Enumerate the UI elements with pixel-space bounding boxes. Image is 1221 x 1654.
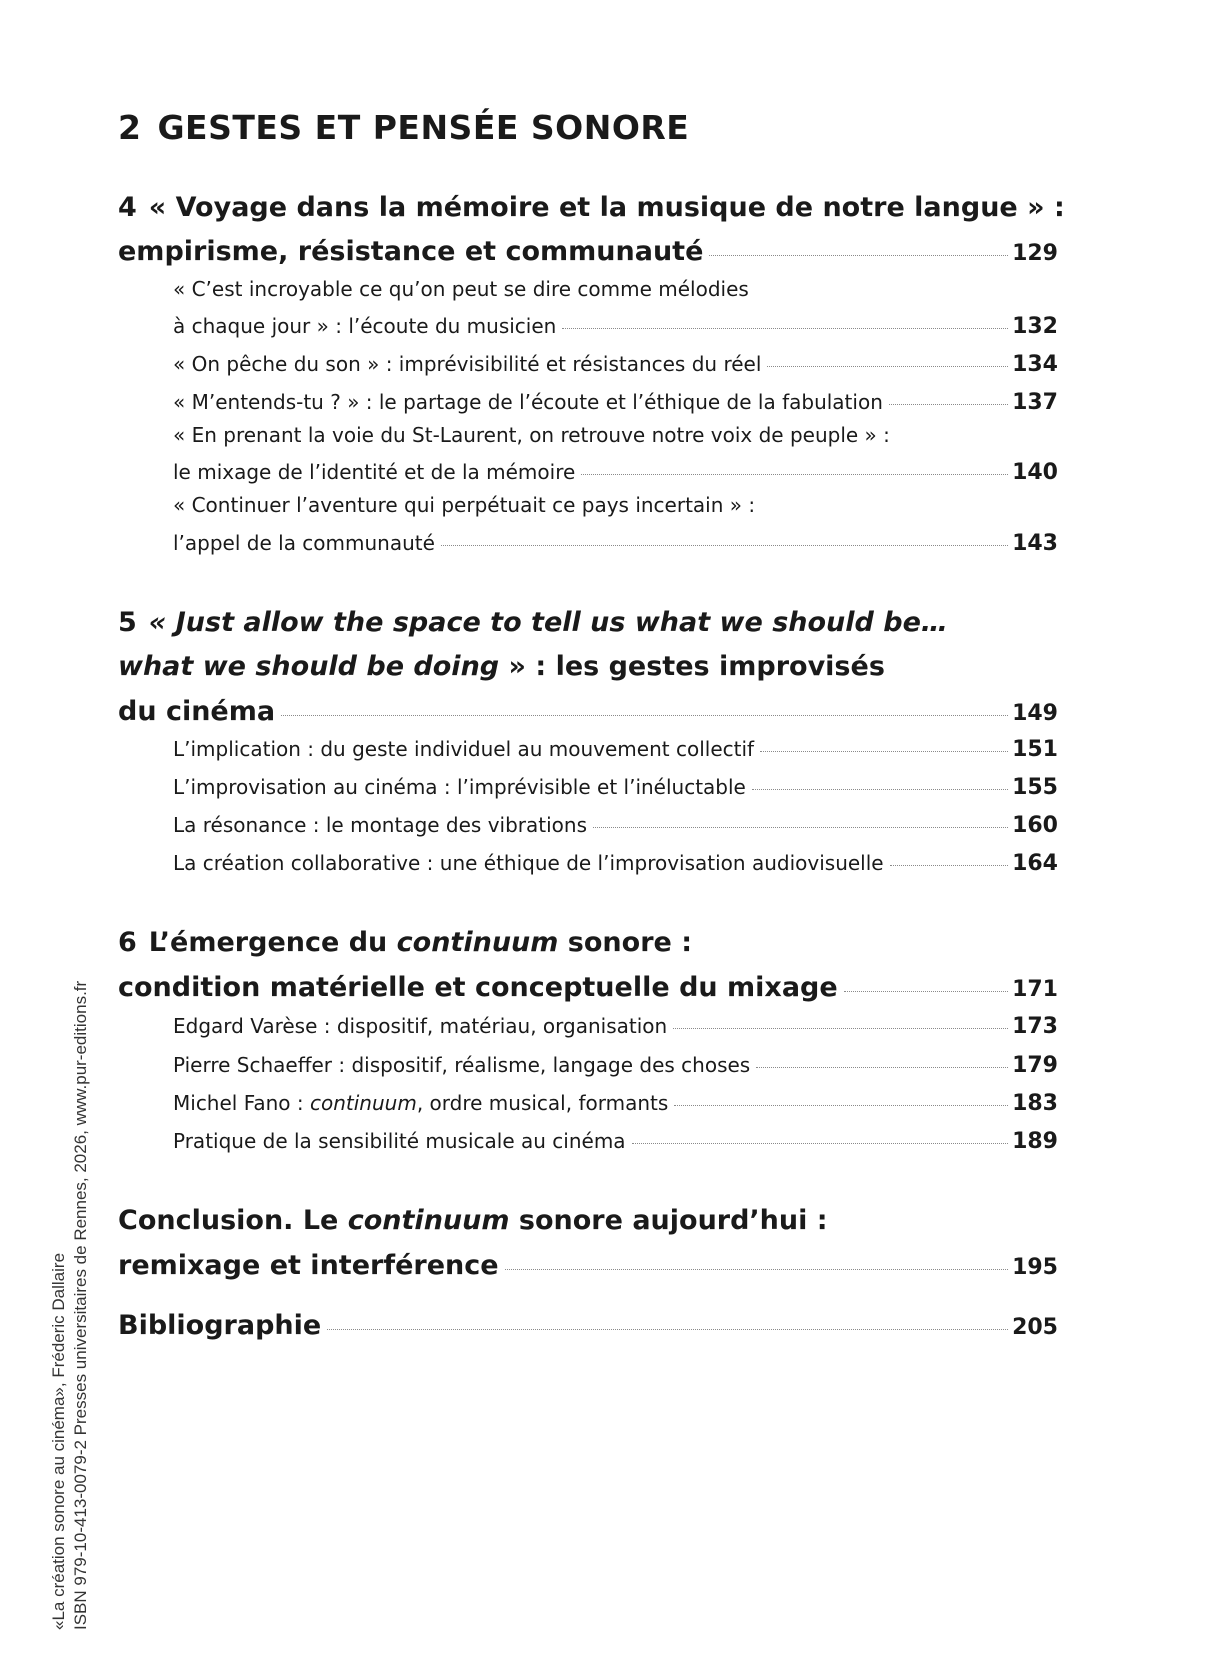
chapter-5-title-italic-1: « Just allow the space to tell us what we should be… [148, 607, 948, 638]
toc-entry-section-4-4[interactable] [173, 460, 1058, 485]
section-4-4-line1: « En prenant la voie du St-Laurent, on retrouve notre voix de peuple » : [173, 423, 890, 447]
section-4-1-line2: à chaque jour » : l’écoute du musicien [173, 314, 557, 338]
section-4-3-text: « M’entends-tu ? » : le partage de l’écoute et l’éthique de la fabulation [173, 390, 883, 414]
section-5-4-page: 164 [1012, 851, 1058, 876]
toc-entry-section-4-5[interactable] [173, 531, 1058, 556]
toc-entry-section-6-2[interactable] [173, 1053, 1058, 1078]
chapter-5-title-line3: du cinéma [118, 696, 276, 727]
section-6-3-text [173, 1091, 668, 1115]
leader-dots [767, 366, 1008, 367]
chapter-6-title-line2: condition matérielle et conceptuelle du mixage [118, 972, 838, 1003]
section-4-5-page: 143 [1012, 531, 1058, 556]
leader-dots [327, 1329, 1008, 1330]
section-6-3-text-italic: continuum [310, 1091, 417, 1115]
chapter-6-page: 171 [1012, 977, 1058, 1002]
section-6-1-page: 173 [1012, 1014, 1058, 1039]
toc-entry-chapter-4[interactable] [118, 236, 1058, 267]
toc-entry-section-5-2[interactable] [173, 775, 1058, 800]
leader-dots [632, 1143, 1009, 1144]
leader-dots [756, 1067, 1008, 1068]
leader-dots [281, 715, 1008, 716]
section-4-2-page: 134 [1012, 352, 1058, 377]
conclusion-title-italic: continuum [347, 1205, 510, 1236]
leader-dots [752, 789, 1008, 790]
section-6-4-page: 189 [1012, 1129, 1058, 1154]
conclusion-page: 195 [1012, 1255, 1058, 1280]
section-5-4-text: La création collaborative : une éthique de l’improvisation audiovisuelle [173, 851, 884, 875]
side-credit-line1: «La création sonore au cinéma», Fréderic Dallaire [49, 1252, 68, 1630]
part-number: 2 [118, 108, 142, 147]
section-5-3-text: La résonance : le montage des vibrations [173, 813, 588, 837]
toc-entry-chapter-6[interactable] [118, 972, 1058, 1003]
section-6-3-text-a: Michel Fano : [173, 1091, 310, 1115]
leader-dots [562, 328, 1008, 329]
conclusion-title-b: sonore aujourd’hui : [509, 1205, 828, 1236]
section-6-1-text: Edgard Varèse : dispositif, matériau, organisation [173, 1014, 668, 1038]
toc-entry-section-4-1[interactable] [173, 314, 1058, 339]
toc-entry-section-4-2[interactable] [173, 352, 1058, 377]
leader-dots [760, 751, 1008, 752]
toc-entry-section-6-4[interactable] [173, 1129, 1058, 1154]
section-4-2-text: « On pêche du son » : imprévisibilité et résistances du réel [173, 352, 762, 376]
section-4-1-line1: « C’est incroyable ce qu’on peut se dire comme mélodies [173, 277, 749, 301]
section-6-3-page: 183 [1012, 1091, 1058, 1116]
leader-dots [674, 1105, 1008, 1106]
part-title [118, 108, 689, 147]
leader-dots [890, 865, 1008, 866]
section-4-5-line1: « Continuer l’aventure qui perpétuait ce pays incertain » : [173, 493, 756, 517]
toc-entry-section-5-4[interactable] [173, 851, 1058, 876]
chapter-4-title-line1 [118, 192, 1065, 223]
section-4-4-page: 140 [1012, 460, 1058, 485]
section-5-2-text: L’improvisation au cinéma : l’imprévisible et l’inéluctable [173, 775, 746, 799]
leader-dots [709, 255, 1008, 256]
part-title-text: GESTES ET PENSÉE SONORE [157, 108, 690, 147]
conclusion-title-a: Conclusion. Le [118, 1205, 348, 1236]
toc-entry-conclusion[interactable] [118, 1250, 1058, 1281]
chapter-6-number: 6 [118, 927, 137, 958]
chapter-4-title-text: « Voyage dans la mémoire et la musique de notre langue » : [148, 192, 1065, 223]
chapter-4-number: 4 [118, 192, 137, 223]
section-4-4-line2: le mixage de l’identité et de la mémoire [173, 460, 576, 484]
chapter-5-page: 149 [1012, 701, 1058, 726]
leader-dots [581, 474, 1008, 475]
chapter-4-title-line2: empirisme, résistance et communauté [118, 236, 704, 267]
toc-entry-section-6-1[interactable] [173, 1014, 1058, 1039]
side-credit-line2: ISBN 979-10-413-0079-2 Presses universitaires de Rennes, 2026, www.pur-editions.fr [71, 980, 90, 1630]
chapter-6-title-italic: continuum [396, 927, 559, 958]
section-6-2-text: Pierre Schaeffer : dispositif, réalisme, langage des choses [173, 1053, 751, 1077]
section-4-5-line2: l’appel de la communauté [173, 531, 435, 555]
bibliography-page: 205 [1012, 1315, 1058, 1340]
conclusion-title-line2: remixage et interférence [118, 1250, 499, 1281]
section-4-1-page: 132 [1012, 314, 1058, 339]
chapter-4-page: 129 [1012, 241, 1058, 266]
leader-dots [844, 991, 1008, 992]
chapter-5-title-line1 [118, 607, 948, 638]
chapter-6-title-a: L’émergence du [148, 927, 397, 958]
toc-entry-bibliography[interactable] [118, 1310, 1058, 1341]
chapter-5-title-rest: » : les gestes improvisés [499, 651, 885, 682]
leader-dots [593, 827, 1008, 828]
leader-dots [673, 1028, 1008, 1029]
toc-entry-chapter-5[interactable] [118, 696, 1058, 727]
section-4-3-page: 137 [1012, 390, 1058, 415]
conclusion-title-line1 [118, 1205, 828, 1236]
section-5-1-page: 151 [1012, 737, 1058, 762]
chapter-5-title-italic-2: what we should be doing [118, 651, 500, 682]
section-5-2-page: 155 [1012, 775, 1058, 800]
bibliography-title: Bibliographie [118, 1310, 322, 1341]
chapter-6-title-line1 [118, 927, 692, 958]
section-6-4-text: Pratique de la sensibilité musicale au cinéma [173, 1129, 626, 1153]
leader-dots [505, 1269, 1009, 1270]
leader-dots [441, 545, 1008, 546]
section-6-2-page: 179 [1012, 1053, 1058, 1078]
section-6-3-text-b: , ordre musical, formants [416, 1091, 669, 1115]
chapter-5-title-line2 [118, 651, 885, 682]
chapter-6-title-b: sonore : [558, 927, 693, 958]
side-credit [48, 981, 92, 1630]
chapter-5-number: 5 [118, 607, 137, 638]
leader-dots [889, 404, 1008, 405]
toc-entry-section-4-3[interactable] [173, 390, 1058, 415]
toc-entry-section-5-3[interactable] [173, 813, 1058, 838]
toc-entry-section-6-3[interactable] [173, 1091, 1058, 1116]
toc-entry-section-5-1[interactable] [173, 737, 1058, 762]
section-5-1-text: L’implication : du geste individuel au mouvement collectif [173, 737, 755, 761]
section-5-3-page: 160 [1012, 813, 1058, 838]
